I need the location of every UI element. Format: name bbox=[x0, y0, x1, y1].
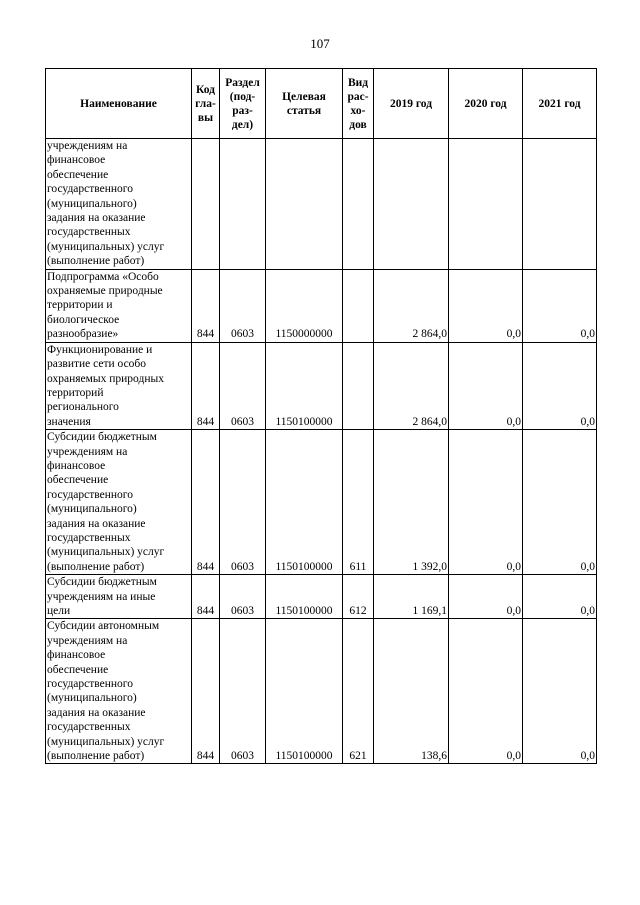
row-type bbox=[343, 342, 374, 429]
row-2021: 0,0 bbox=[523, 269, 597, 342]
row-target: 1150100000 bbox=[266, 619, 343, 764]
row-type bbox=[343, 139, 374, 270]
row-2020: 0,0 bbox=[449, 342, 523, 429]
row-name: Подпрограмма «Особо охраняемые природные территории и биологическое разнообразие» bbox=[46, 269, 192, 342]
row-target: 1150100000 bbox=[266, 575, 343, 619]
row-section: 0603 bbox=[220, 342, 266, 429]
row-type: 612 bbox=[343, 575, 374, 619]
header-2020: 2020 год bbox=[449, 69, 523, 139]
row-target: 1150100000 bbox=[266, 342, 343, 429]
row-2019: 138,6 bbox=[374, 619, 449, 764]
header-target: Целевая статья bbox=[266, 69, 343, 139]
page-number: 107 bbox=[310, 36, 330, 51]
table-row bbox=[46, 139, 597, 270]
row-2020: 0,0 bbox=[449, 619, 523, 764]
row-2020: 0,0 bbox=[449, 430, 523, 575]
row-2020: 0,0 bbox=[449, 269, 523, 342]
row-type bbox=[343, 269, 374, 342]
row-section bbox=[220, 139, 266, 270]
header-code: Код гла- вы bbox=[192, 69, 220, 139]
row-type: 621 bbox=[343, 619, 374, 764]
row-name: Функционирование и развитие сети особо охраняемых природных территорий регионального значения bbox=[46, 342, 192, 429]
row-2021: 0,0 bbox=[523, 430, 597, 575]
row-section: 0603 bbox=[220, 619, 266, 764]
row-name: Субсидии бюджетным учреждениям на иные цели bbox=[46, 575, 192, 619]
row-2021: 0,0 bbox=[523, 619, 597, 764]
header-row bbox=[46, 69, 597, 139]
row-target: 1150000000 bbox=[266, 269, 343, 342]
row-name: Субсидии автономным учреждениям на финансовое обеспечение государственного (муниципального) задания на оказание государственных (муниципальных) услуг (выполнение работ) bbox=[46, 619, 192, 764]
row-target: 1150100000 bbox=[266, 430, 343, 575]
row-code: 844 bbox=[192, 430, 220, 575]
row-code bbox=[192, 139, 220, 270]
row-2020: 0,0 bbox=[449, 575, 523, 619]
row-type: 611 bbox=[343, 430, 374, 575]
header-2021: 2021 год bbox=[523, 69, 597, 139]
row-2019 bbox=[374, 139, 449, 270]
table-row bbox=[46, 269, 597, 342]
table-row bbox=[46, 619, 597, 764]
row-code: 844 bbox=[192, 575, 220, 619]
row-section: 0603 bbox=[220, 430, 266, 575]
row-2021: 0,0 bbox=[523, 342, 597, 429]
header-type: Вид рас- хо- дов bbox=[343, 69, 374, 139]
table-row bbox=[46, 342, 597, 429]
table-row bbox=[46, 575, 597, 619]
header-section: Раздел (под- раз- дел) bbox=[220, 69, 266, 139]
header-2019: 2019 год bbox=[374, 69, 449, 139]
header-name: Наименование bbox=[46, 69, 192, 139]
row-2019: 2 864,0 bbox=[374, 342, 449, 429]
row-section: 0603 bbox=[220, 575, 266, 619]
table-row bbox=[46, 430, 597, 575]
row-name: учреждениям на финансовое обеспечение государственного (муниципального) задания на оказание государственных (муниципальных) услуг (выполнение работ) bbox=[46, 139, 192, 270]
row-code: 844 bbox=[192, 342, 220, 429]
row-2020 bbox=[449, 139, 523, 270]
row-code: 844 bbox=[192, 269, 220, 342]
row-target bbox=[266, 139, 343, 270]
row-2019: 1 169,1 bbox=[374, 575, 449, 619]
row-2019: 2 864,0 bbox=[374, 269, 449, 342]
row-name: Субсидии бюджетным учреждениям на финансовое обеспечение государственного (муниципального) задания на оказание государственных (муниципальных) услуг (выполнение работ) bbox=[46, 430, 192, 575]
row-code: 844 bbox=[192, 619, 220, 764]
row-2021 bbox=[523, 139, 597, 270]
row-2021: 0,0 bbox=[523, 575, 597, 619]
budget-table bbox=[45, 68, 597, 764]
row-2019: 1 392,0 bbox=[374, 430, 449, 575]
row-section: 0603 bbox=[220, 269, 266, 342]
